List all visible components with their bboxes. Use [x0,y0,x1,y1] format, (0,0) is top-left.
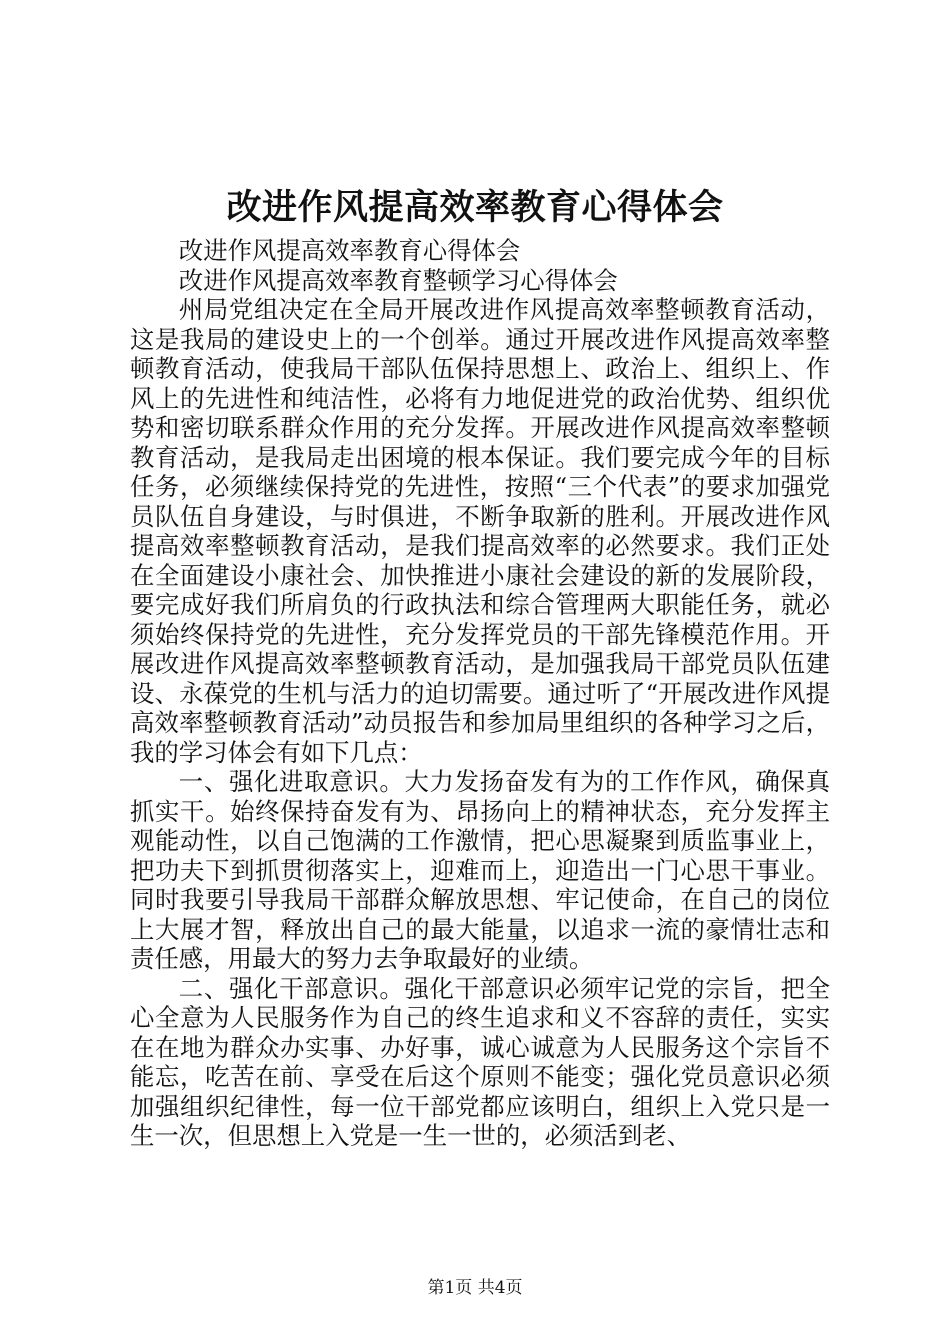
document-body [130,236,830,1151]
document-title: 改进作风提高效率教育心得体会 [226,187,724,228]
subtitle-paragraph: 改进作风提高效率教育心得体会 [178,236,521,265]
body-paragraph: 一、强化进取意识。大力发扬奋发有为的工作作风，确保真抓实干。始终保持奋发有为、昂扬向上的精神状态，充分发挥主观能动性，以自己饱满的工作激情，把心思凝聚到质监事业上，把功夫下到抓贯彻落实上，迎难而上，迎造出一门心思干事业。同时我要引导我局干部群众解放思想、牢记使命，在自己的岗位上大展才智，释放出自己的最大能量，以追求一流的豪情壮志和责任感，用最大的努力去争取最好的业绩。 [130,767,830,973]
body-paragraph: 州局党组决定在全局开展改进作风提高效率整顿教育活动，这是我局的建设史上的一个创举。通过开展改进作风提高效率整顿教育活动，使我局干部队伍保持思想上、政治上、组织上、作风上的先进性和纯洁性，必将有力地促进党的政治优势、组织优势和密切联系群众作用的充分发挥。开展改进作风提高效率整顿教育活动，是我局走出困境的根本保证。我们要完成今年的目标任务，必须继续保持党的先进性，按照“三个代表”的要求加强党员队伍自身建设，与时俱进，不断争取新的胜利。开展改进作风提高效率整顿教育活动，是我们提高效率的必然要求。我们正处在全面建设小康社会、加快推进小康社会建设的新的发展阶段，要完成好我们所肩负的行政执法和综合管理两大职能任务，就必须始终保持党的先进性，充分发挥党员的干部先锋模范作用。开展改进作风提高效率整顿教育活动，是加强我局干部党员队伍建设、永葆党的生机与活力的迫切需要。通过听了“开展改进作风提高效率整顿教育活动”动员报告和参加局里组织的各种学习之后，我的学习体会有如下几点： [130,295,830,767]
subtitle-paragraph: 改进作风提高效率教育整顿学习心得体会 [178,265,618,295]
page-footer: 第1页 共4页 [427,1278,523,1298]
body-paragraph: 二、强化干部意识。强化干部意识必须牢记党的宗旨，把全心全意为人民服务作为自己的终生追求和义不容辞的责任，实实在在地为群众办实事、办好事，诚心诚意为人民服务这个宗旨不能忘，吃苦在前、享受在后这个原则不能变；强化党员意识必须加强组织纪律性，每一位干部党都应该明白，组织上入党只是一生一次，但思想上入党是一生一世的，必须活到老、 [130,973,830,1150]
